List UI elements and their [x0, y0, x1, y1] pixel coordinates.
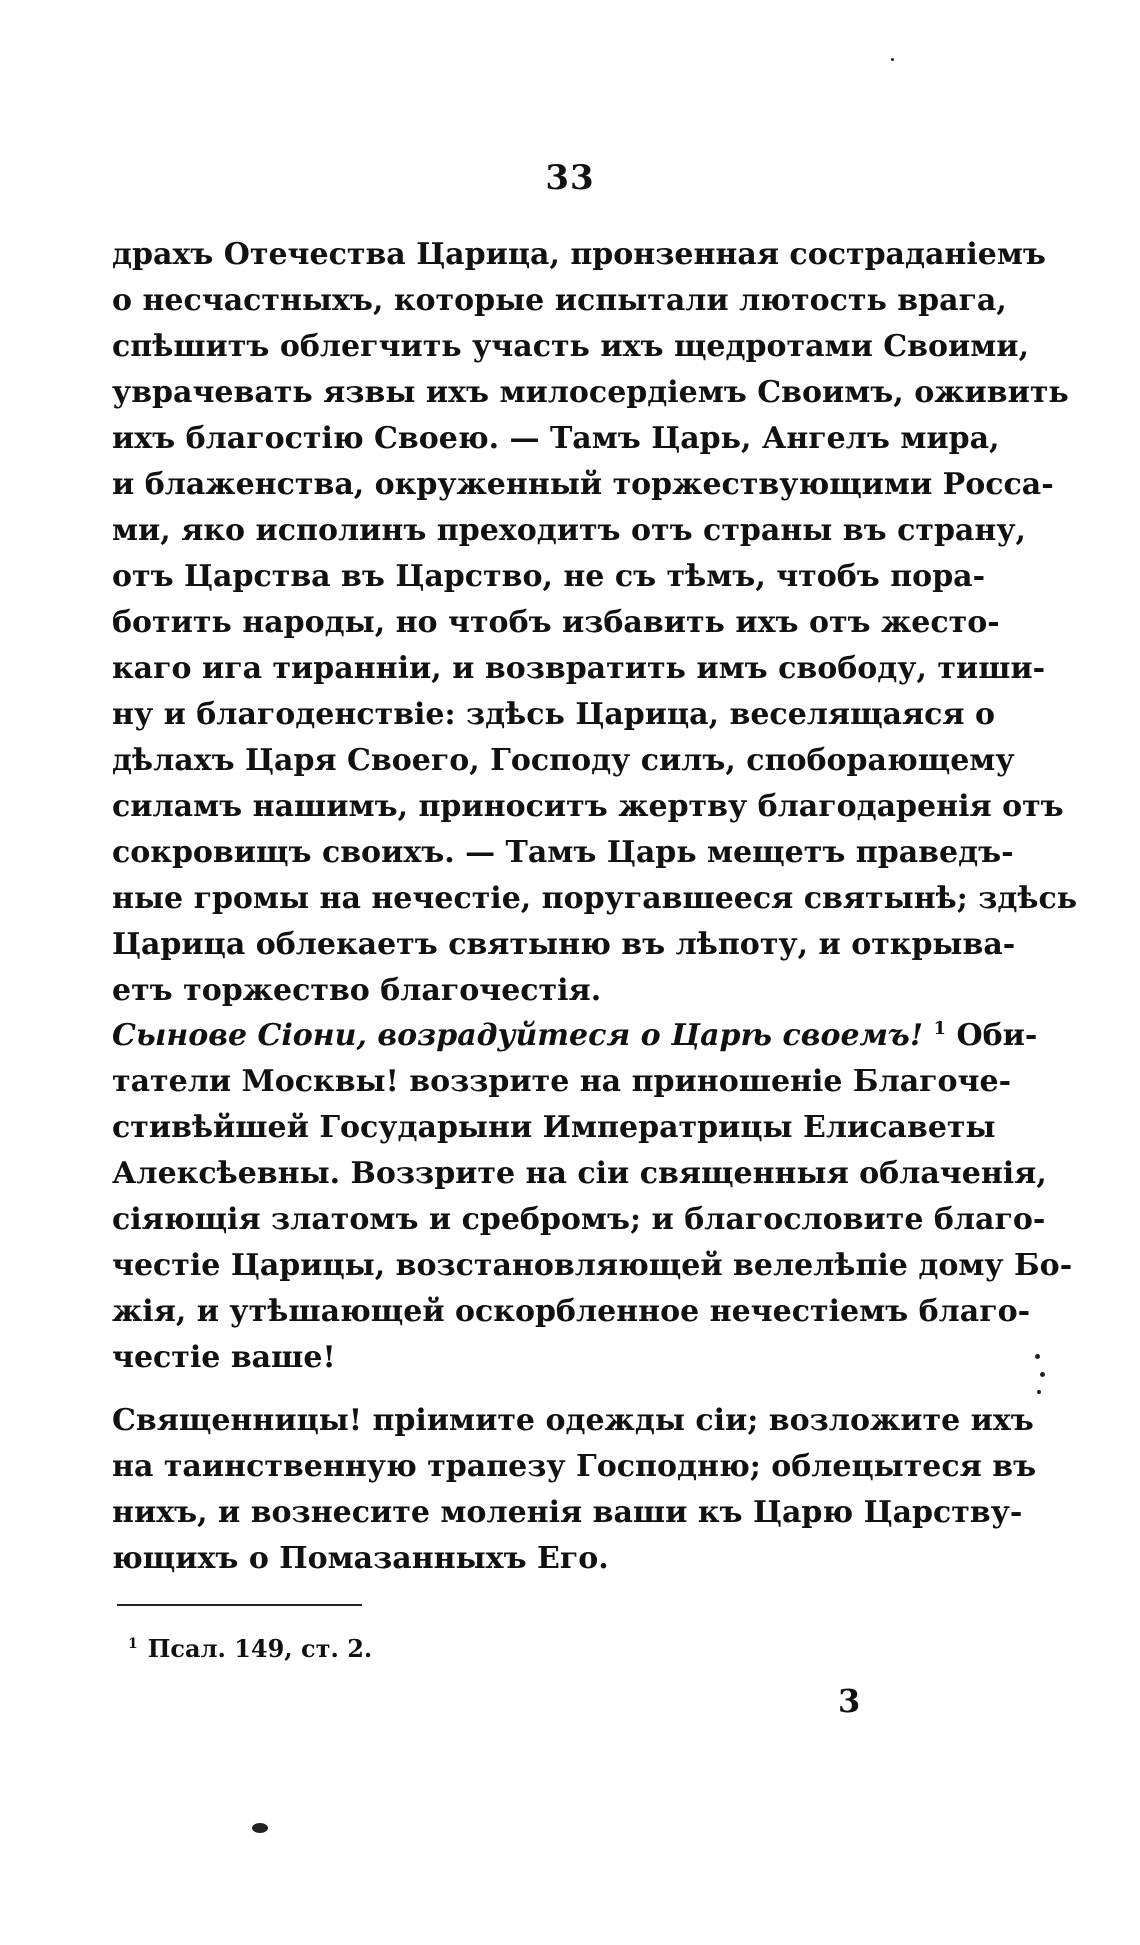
text-line: Царица облекаетъ святыню въ лѣпоту, и открыва- [112, 927, 1016, 962]
text-line: нихъ, и вознесите моленія ваши къ Царю Царству- [112, 1495, 1023, 1530]
text-line: на таинственную трапезу Господню; облецытеся въ [112, 1449, 1037, 1484]
text-line: ми, яко исполинъ преходитъ отъ страны въ страну, [112, 513, 1026, 548]
ink-speck [252, 1823, 268, 1833]
quotation-italic: Сынове Сіони, возрадуйтеся о Царѣ своемъ! [112, 1018, 924, 1053]
footnote-mark: 1 [933, 1018, 947, 1039]
text-line: татели Москвы! воззрите на приношеніе Благоче- [112, 1064, 1012, 1099]
text-line: ихъ благостію Своею. — Тамъ Царь, Ангелъ мира, [112, 421, 1000, 456]
page-number: 33 [545, 158, 595, 198]
ink-speck [1040, 1372, 1045, 1377]
paragraph-2 [112, 1013, 1073, 1381]
text-line: дѣлахъ Царя Своего, Господу силъ, споборающему [112, 743, 1015, 778]
text-line: ные громы на нечестіе, поругавшееся святынѣ; здѣсь [112, 881, 1078, 916]
footnote-mark: 1 [128, 1636, 138, 1652]
text-line: ну и благоденствіе: здѣсь Царица, веселящаяся о [112, 697, 996, 732]
paragraph-3 [112, 1398, 1037, 1582]
footnote [128, 1634, 372, 1663]
text-line: силамъ нашимъ, приноситъ жертву благодаренія отъ [112, 789, 1064, 824]
text-line: Священницы! пріимите одежды сіи; возложите ихъ [112, 1403, 1034, 1438]
ink-speck [1035, 1354, 1040, 1359]
ink-speck [1037, 1390, 1041, 1394]
text-line: спѣшитъ облегчить участь ихъ щедротами Своими, [112, 329, 1030, 364]
paragraph-1 [112, 232, 1078, 1014]
text-line: честіе ваше! [112, 1340, 336, 1375]
text-line: уврачевать язвы ихъ милосердіемъ Своимъ, оживить [112, 375, 1069, 410]
text-line: ющихъ о Помазанныхъ Его. [112, 1541, 609, 1576]
text-line: жія, и утѣшающей оскорбленное нечестіемъ благо- [112, 1294, 1031, 1329]
text-line-first [112, 1013, 1038, 1059]
text-line: честіе Царицы, возстановляющей велелѣпіе дому Бо- [112, 1248, 1073, 1283]
text-line: ботить народы, но чтобъ избавить ихъ отъ жесто- [112, 605, 1000, 640]
text-fragment: Оби- [956, 1018, 1038, 1053]
ink-speck [891, 58, 894, 61]
text-line: отъ Царства въ Царство, не съ тѣмъ, чтобъ пора- [112, 559, 986, 594]
signature-mark: 3 [838, 1682, 861, 1720]
text-line: етъ торжество благочестія. [112, 973, 602, 1008]
footnote-divider [117, 1604, 362, 1606]
text-line: сокровищъ своихъ. — Тамъ Царь мещетъ праведъ- [112, 835, 1014, 870]
text-line: Алексѣевны. Воззрите на сіи священныя облаченія, [112, 1156, 1047, 1191]
footnote-text: Псал. 149, ст. 2. [147, 1634, 373, 1663]
text-line: сіяющія златомъ и сребромъ; и благословите благо- [112, 1202, 1046, 1237]
text-line: о несчастныхъ, которые испытали лютость врага, [112, 283, 1007, 318]
text-line: стивѣйшей Государыни Императрицы Елисаветы [112, 1110, 996, 1145]
text-line: и блаженства, окруженный торжествующими Росса- [112, 467, 1054, 502]
text-line: драхъ Отечества Царица, пронзенная состраданіемъ [112, 237, 1046, 272]
text-line: каго ига тираннiи, и возвратить имъ свободу, тиши- [112, 651, 1046, 686]
